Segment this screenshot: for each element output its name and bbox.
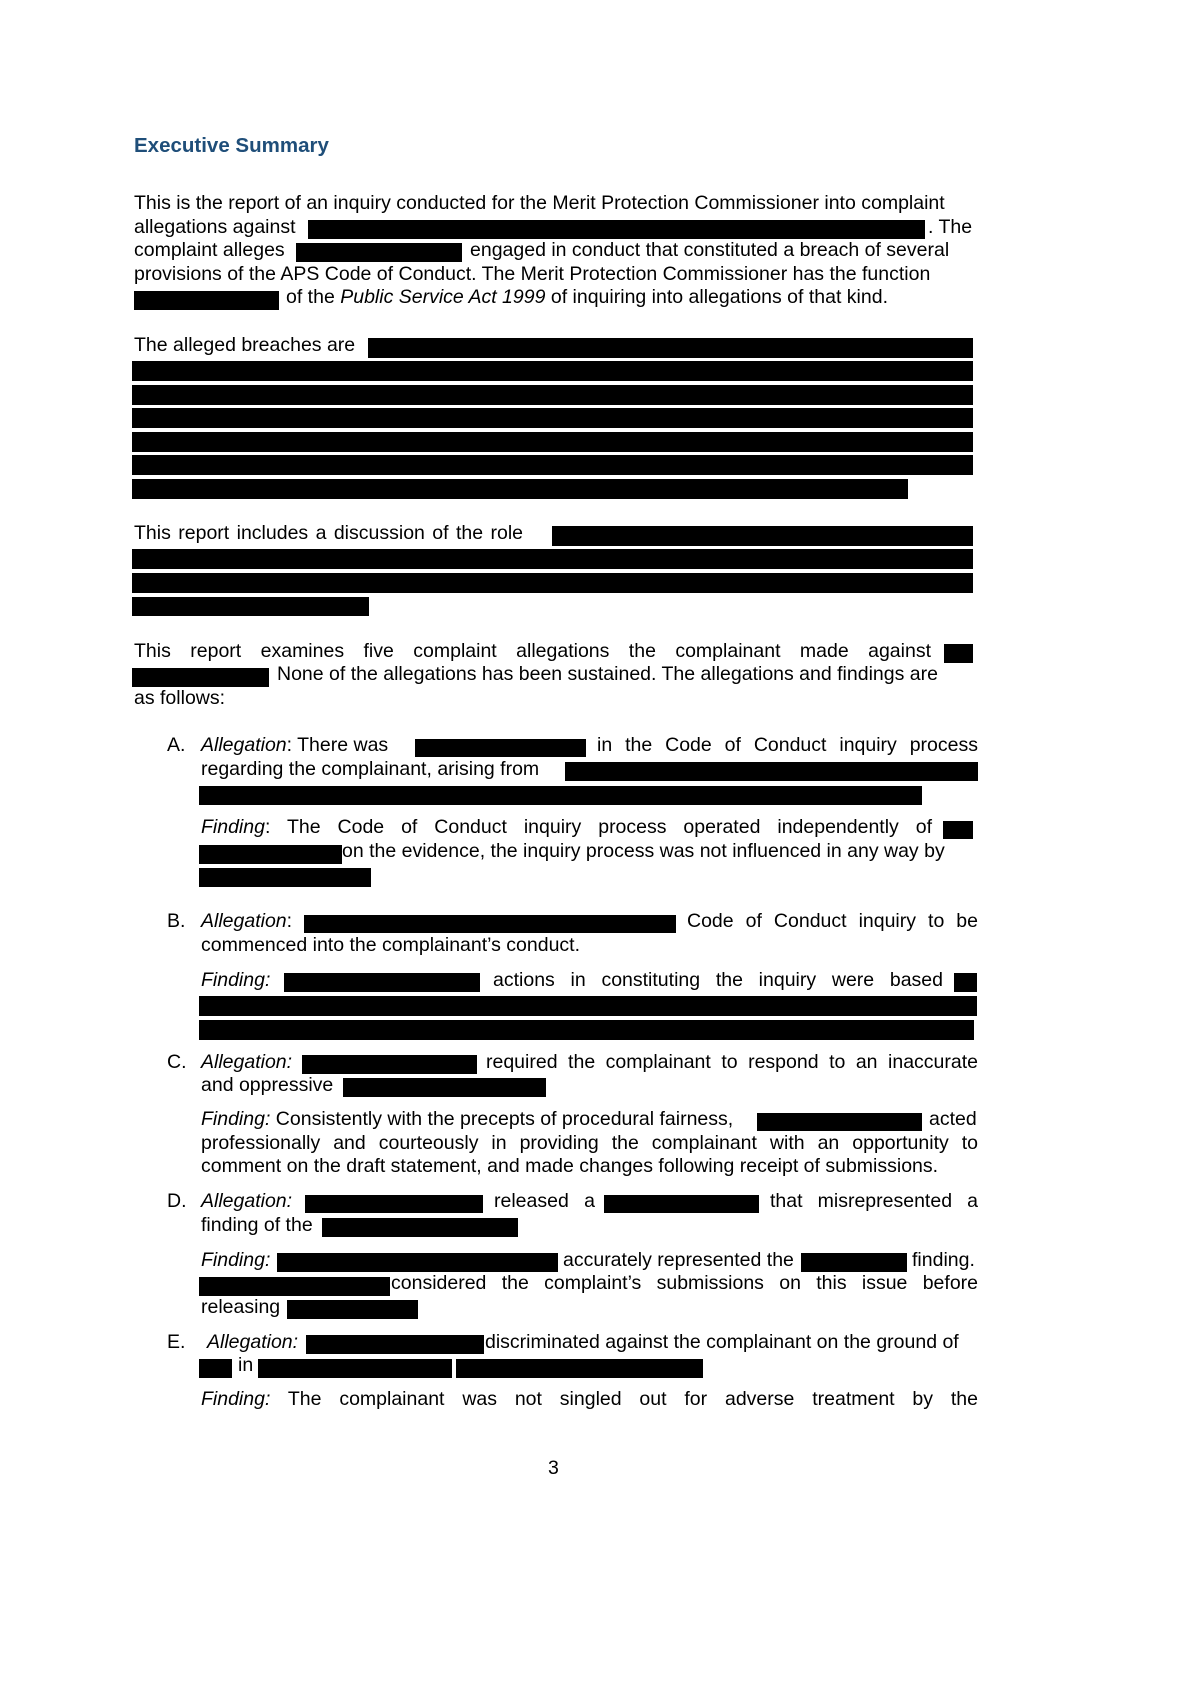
item-d-allegation-line-1-end: that misrepresented a — [770, 1190, 978, 1212]
redaction — [134, 291, 279, 310]
redaction — [199, 1020, 974, 1040]
redaction — [368, 338, 973, 358]
redaction — [132, 479, 908, 499]
redaction — [132, 573, 973, 593]
item-a-marker: A. — [167, 734, 186, 756]
item-b-finding-line-1: actions in constituting the inquiry were based — [493, 969, 943, 991]
item-d-finding-label: Finding: — [201, 1249, 271, 1271]
p1-line-5: of the Public Service Act 1999 of inquiring into allegations of that kind. — [286, 286, 888, 308]
item-d-finding-line-3: releasing — [201, 1296, 281, 1318]
item-c-finding-line-3: comment on the draft statement, and made changes following receipt of submissions. — [201, 1155, 939, 1177]
p2-line-1: The alleged breaches are — [134, 334, 356, 356]
item-d-finding-line-1-end: finding. — [912, 1249, 975, 1271]
redaction — [132, 455, 973, 475]
redaction — [322, 1218, 518, 1237]
item-c-marker: C. — [167, 1051, 187, 1073]
redaction — [132, 597, 369, 616]
item-d-marker: D. — [167, 1190, 187, 1212]
item-c-finding-line-2: professionally and courteously in providing the complainant with an opportunity to — [201, 1132, 978, 1154]
redaction — [132, 408, 973, 428]
p1-line-4: provisions of the APS Code of Conduct. The Merit Protection Commissioner has the function — [134, 263, 931, 285]
item-a-allegation-line-1: Allegation: There was — [201, 734, 389, 756]
item-c-allegation-line-2: and oppressive — [201, 1074, 334, 1096]
redaction — [954, 973, 977, 992]
item-a-finding-line-2: on the evidence, the inquiry process was not influenced in any way by — [342, 840, 945, 862]
item-e-allegation-label: Allegation: — [207, 1331, 299, 1353]
item-e-allegation-line-1: discriminated against the complainant on the ground of — [485, 1331, 959, 1353]
p1-line-1: This is the report of an inquiry conducted for the Merit Protection Commissioner into complaint — [134, 192, 945, 214]
item-d-allegation-label: Allegation: — [201, 1190, 293, 1212]
redaction — [132, 549, 973, 569]
redaction — [199, 1359, 232, 1378]
item-a-finding-line-1: Finding: The Code of Conduct inquiry process operated independently of — [201, 816, 932, 838]
redaction — [944, 644, 973, 663]
item-a-allegation-line-1-end: in the Code of Conduct inquiry process — [597, 734, 978, 756]
p4-line-3: as follows: — [134, 687, 226, 709]
redaction — [132, 385, 973, 405]
redaction — [132, 432, 973, 452]
redaction — [306, 1335, 484, 1354]
redaction — [284, 973, 480, 992]
redaction — [343, 1078, 546, 1097]
item-c-allegation-label: Allegation: — [201, 1051, 293, 1073]
redaction — [287, 1300, 418, 1319]
item-b-allegation-line-1: Allegation: — [201, 910, 293, 932]
item-c-allegation-line-1: required the complainant to respond to an inaccurate — [486, 1051, 978, 1073]
p4-line-2: None of the allegations has been sustained. The allegations and findings are — [277, 663, 938, 685]
redaction — [132, 361, 973, 381]
redaction — [943, 821, 973, 839]
redaction — [757, 1113, 922, 1131]
item-b-allegation-line-2: commenced into the complainant’s conduct. — [201, 934, 581, 956]
p1-line-3-end: engaged in conduct that constituted a breach of several — [470, 239, 950, 261]
p3-line-1: This report includes a discussion of the role — [134, 522, 524, 544]
item-e-marker: E. — [167, 1331, 186, 1353]
redaction — [415, 739, 586, 757]
redaction — [304, 915, 676, 933]
redaction — [258, 1359, 452, 1378]
redaction — [456, 1359, 703, 1378]
item-a-allegation-line-2: regarding the complainant, arising from — [201, 758, 540, 780]
item-c-finding-line-1: Finding: Consistently with the precepts of procedural fairness, — [201, 1108, 734, 1130]
item-d-finding-line-2: considered the complaint’s submissions on this issue before — [391, 1272, 978, 1294]
redaction — [305, 1195, 483, 1213]
item-d-finding-line-1: accurately represented the — [563, 1249, 794, 1271]
item-b-allegation-line-1-end: Code of Conduct inquiry to be — [687, 910, 978, 932]
page-number: 3 — [548, 1457, 559, 1479]
p4-line-1: This report examines five complaint allegations the complainant made against — [134, 640, 931, 662]
section-heading: Executive Summary — [134, 134, 329, 157]
p1-line-2-start: allegations against — [134, 216, 296, 238]
item-b-finding-label: Finding: — [201, 969, 271, 991]
item-b-marker: B. — [167, 910, 186, 932]
item-c-finding-line-1-end: acted — [929, 1108, 977, 1130]
redaction — [604, 1195, 759, 1213]
p1-line-3-start: complaint alleges — [134, 239, 285, 261]
redaction — [199, 868, 371, 887]
item-d-allegation-line-2: finding of the — [201, 1214, 313, 1236]
redaction — [199, 996, 977, 1016]
redaction — [199, 786, 922, 805]
redaction — [565, 762, 978, 781]
redaction — [199, 845, 342, 864]
item-e-allegation-line-2: in — [238, 1354, 254, 1376]
item-e-finding-line-1: Finding: The complainant was not singled out for adverse treatment by the — [201, 1388, 978, 1410]
redaction — [552, 526, 973, 546]
redaction — [296, 243, 462, 262]
p1-line-2-end: . The — [928, 216, 973, 238]
item-d-allegation-line-1: released a — [494, 1190, 595, 1212]
